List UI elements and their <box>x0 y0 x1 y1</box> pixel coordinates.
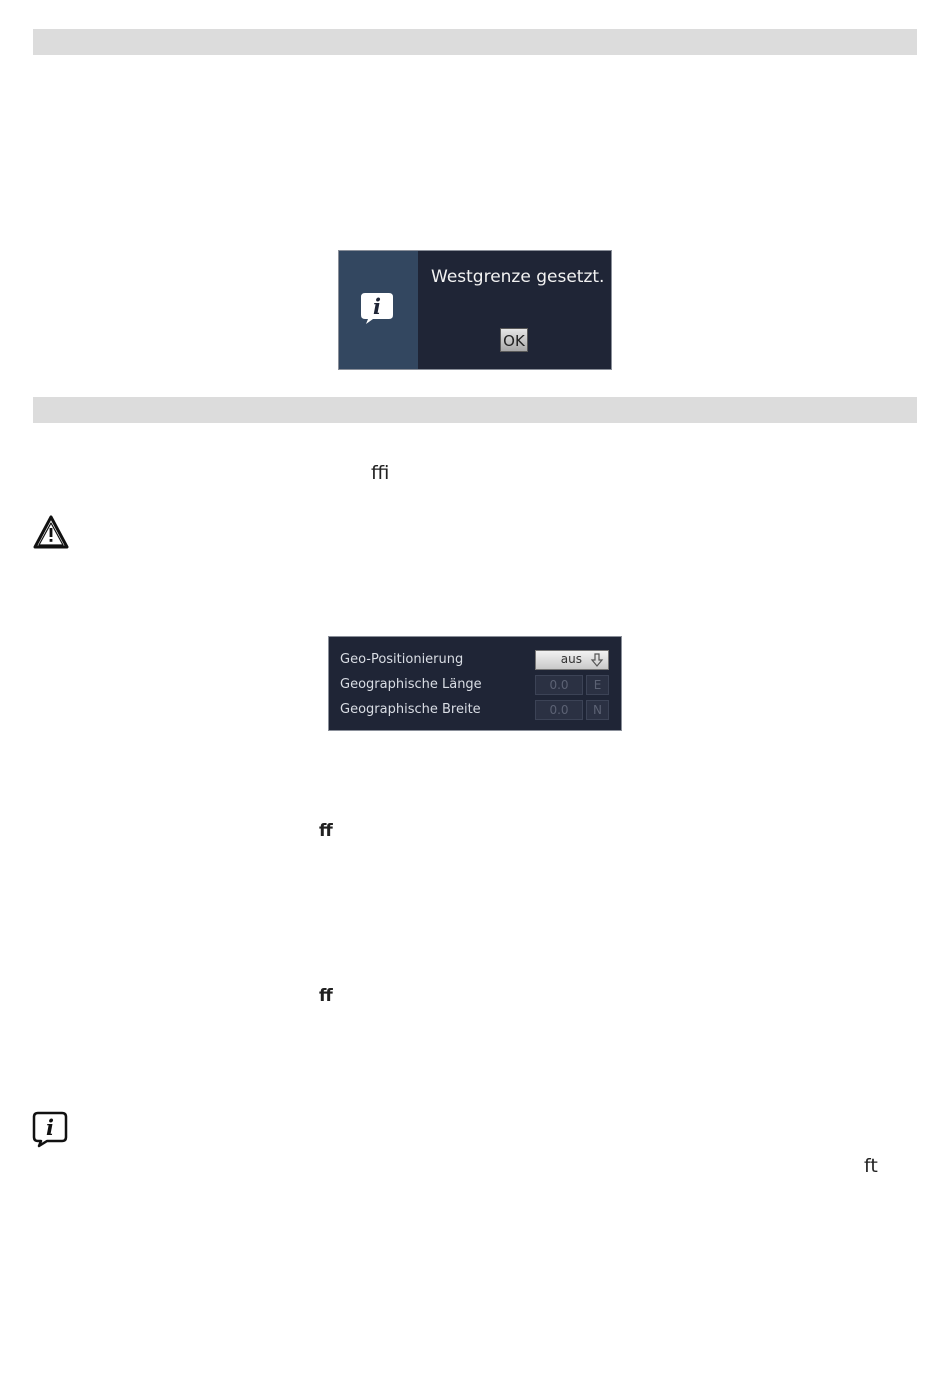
info-popup <box>338 250 612 370</box>
info-icon <box>31 1110 69 1148</box>
section-header-bar-top <box>33 29 917 55</box>
latitude-direction[interactable]: N <box>586 700 609 720</box>
ok-button[interactable]: OK <box>500 328 528 352</box>
ligature-fragment-ff-1: ﬀ <box>319 821 333 841</box>
ligature-fragment-ffi: ﬃ <box>371 462 390 484</box>
geo-positioning-panel <box>328 636 622 731</box>
geo-positioning-label: Geo-Positionierung <box>340 652 464 667</box>
info-icon <box>359 291 395 325</box>
geo-positioning-value: aus <box>560 652 582 666</box>
latitude-label: Geographische Breite <box>340 702 481 717</box>
warning-triangle-icon <box>32 514 70 550</box>
down-arrow-icon <box>589 652 605 668</box>
longitude-field[interactable]: 0.0 <box>535 675 583 695</box>
latitude-field[interactable]: 0.0 <box>535 700 583 720</box>
section-header-bar-middle <box>33 397 917 423</box>
popup-message: Westgrenze gesetzt. <box>431 267 605 287</box>
geo-positioning-select[interactable] <box>535 650 609 670</box>
popup-icon-panel <box>339 251 418 369</box>
svg-text:i: i <box>46 1115 54 1140</box>
ligature-fragment-ff-2: ﬀ <box>319 986 333 1006</box>
longitude-direction[interactable]: E <box>586 675 609 695</box>
ligature-fragment-ft: ft <box>864 1155 878 1177</box>
longitude-label: Geographische Länge <box>340 677 482 692</box>
svg-text:i: i <box>373 294 381 319</box>
